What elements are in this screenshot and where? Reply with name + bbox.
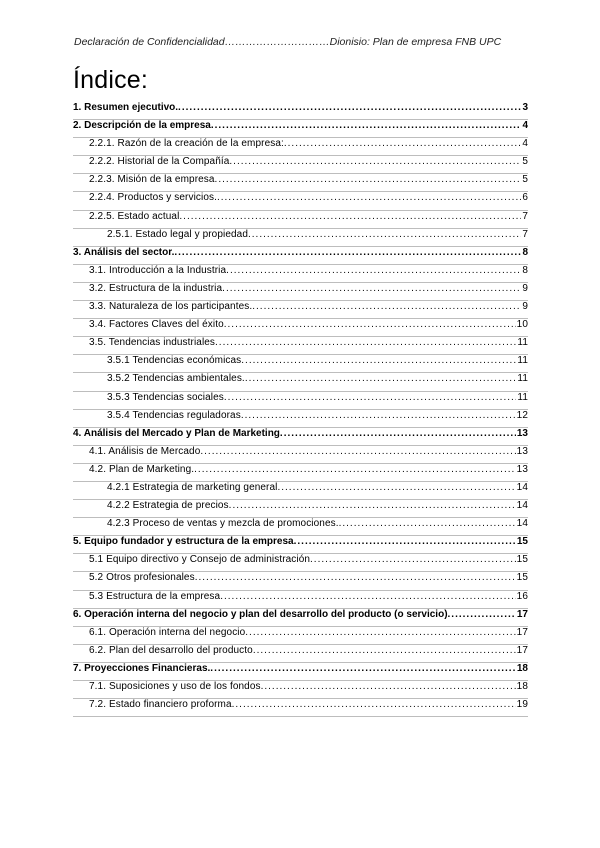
toc-entry[interactable]: [73, 609, 528, 627]
toc-entry-page-number: 14: [516, 481, 528, 493]
toc-entry[interactable]: [73, 518, 528, 536]
toc-entry-label: 2.2.3. Misión de la empresa: [89, 174, 215, 186]
page-header: [74, 36, 526, 48]
toc-entry[interactable]: [73, 283, 528, 301]
toc-entry-page-number: 17: [516, 626, 528, 638]
toc-dot-leader: [261, 681, 516, 692]
toc-entry[interactable]: [73, 464, 528, 482]
toc-entry-page-number: 10: [516, 319, 528, 331]
toc-entry[interactable]: [73, 681, 528, 699]
toc-entry-label: 5. Equipo fundador y estructura de la empresa: [73, 536, 294, 548]
toc-dot-leader: [277, 482, 515, 493]
toc-entry[interactable]: [73, 373, 528, 391]
toc-entry-label: 4.2. Plan de Marketing.: [89, 463, 195, 475]
toc-entry-label: 5.2 Otros profesionales: [89, 572, 195, 584]
toc-dot-leader: [224, 319, 516, 330]
toc-dot-leader: [211, 120, 522, 131]
toc-entry-label: 2.2.4. Productos y servicios.: [89, 192, 217, 204]
toc-dot-leader: [195, 572, 516, 583]
toc-dot-leader: [339, 518, 516, 529]
toc-entry[interactable]: [73, 645, 528, 663]
toc-entry-label: 3.5.2 Tendencias ambientales.: [107, 373, 245, 385]
toc-entry-page-number: 14: [516, 500, 528, 512]
toc-entry-page-number: 19: [516, 699, 528, 711]
toc-entry-page-number: 8: [522, 246, 528, 258]
toc-entry-page-number: 15: [516, 572, 528, 584]
toc-entry-label: 3.2. Estructura de la industria: [89, 282, 223, 294]
toc-entry[interactable]: [73, 500, 528, 518]
toc-entry[interactable]: [73, 572, 528, 590]
toc-dot-leader: [229, 156, 521, 167]
toc-dot-leader: [194, 464, 516, 475]
toc-entry[interactable]: [73, 247, 528, 265]
toc-entry-page-number: 11: [517, 391, 528, 403]
toc-dot-leader: [179, 211, 521, 222]
toc-entry[interactable]: [73, 301, 528, 319]
toc-entry-label: 6. Operación interna del negocio y plan del desarrollo del producto (o servicio): [73, 608, 448, 620]
toc-entry-label: 6.1. Operación interna del negocio: [89, 626, 246, 638]
toc-dot-leader: [224, 392, 517, 403]
toc-entry-page-number: 14: [516, 518, 528, 530]
toc-entry-page-number: 18: [516, 662, 528, 674]
toc-entry-label: 2.2.2. Historial de la Compañía: [89, 156, 230, 168]
toc-entry-page-number: 17: [516, 608, 528, 620]
toc-dot-leader: [220, 591, 515, 602]
table-of-contents: [73, 102, 528, 717]
toc-dot-leader: [241, 410, 516, 421]
toc-dot-leader: [174, 247, 521, 258]
toc-entry-label: 4.2.3 Proceso de ventas y mezcla de promociones.: [107, 518, 339, 530]
toc-entry-label: 2. Descripción de la empresa: [73, 120, 211, 132]
toc-dot-leader: [200, 446, 515, 457]
toc-entry-label: 3.5.1 Tendencias económicas: [107, 355, 242, 367]
toc-entry[interactable]: [73, 536, 528, 554]
toc-entry-label: 3.1. Introducción a la Industria: [89, 264, 227, 276]
toc-dot-leader: [229, 500, 516, 511]
toc-dot-leader: [310, 554, 516, 565]
toc-dot-leader: [215, 174, 522, 185]
toc-entry-label: 3.4. Factores Claves del éxito: [89, 319, 224, 331]
toc-entry[interactable]: [73, 482, 528, 500]
toc-dot-leader: [245, 627, 515, 638]
header-left-text: Declaración de Confidencialidad: [74, 36, 225, 48]
toc-dot-leader: [232, 699, 516, 710]
toc-dot-leader: [215, 337, 516, 348]
toc-entry-label: 4. Análisis del Mercado y Plan de Marketing: [73, 427, 280, 439]
toc-entry[interactable]: [73, 392, 528, 410]
toc-dot-leader: [217, 192, 521, 203]
toc-dot-leader: [210, 663, 516, 674]
toc-entry-page-number: 15: [516, 554, 528, 566]
toc-entry-page-number: 13: [516, 445, 528, 457]
toc-entry-label: 6.2. Plan del desarrollo del producto: [89, 644, 253, 656]
toc-entry[interactable]: [73, 174, 528, 192]
toc-entry[interactable]: [73, 192, 528, 210]
toc-entry-page-number: 13: [516, 463, 528, 475]
toc-entry-page-number: 7: [522, 210, 528, 222]
toc-entry-page-number: 9: [522, 282, 528, 294]
toc-entry-page-number: 4: [522, 120, 528, 132]
toc-entry[interactable]: [73, 211, 528, 229]
toc-entry-label: 2.2.5. Estado actual: [89, 210, 180, 222]
toc-entry-page-number: 4: [522, 138, 528, 150]
toc-entry-page-number: 11: [517, 337, 528, 349]
toc-entry-label: 5.3 Estructura de la empresa: [89, 590, 221, 602]
toc-entry-page-number: 18: [516, 681, 528, 692]
toc-dot-leader: [252, 301, 521, 312]
toc-entry-page-number: 8: [522, 264, 528, 276]
toc-entry-page-number: 7: [522, 228, 528, 240]
toc-entry-page-number: 13: [516, 427, 528, 439]
toc-entry[interactable]: [73, 428, 528, 446]
toc-entry-label: 4.2.1 Estrategia de marketing general: [107, 481, 278, 493]
toc-entry-label: 2.5.1. Estado legal y propiedad: [107, 228, 248, 240]
toc-dot-leader: [245, 373, 517, 384]
toc-dot-leader: [178, 102, 521, 113]
toc-entry-label: 7.2. Estado financiero proforma: [89, 699, 232, 711]
header-right-text: Dionisio: Plan de empresa FNB UPC: [329, 36, 502, 48]
toc-entry-label: 4.1. Análisis de Mercado: [89, 445, 201, 457]
toc-entry-label: 3.5.4 Tendencias reguladoras: [107, 409, 241, 421]
toc-entry[interactable]: [73, 663, 528, 681]
toc-entry[interactable]: [73, 138, 528, 156]
toc-entry[interactable]: [73, 410, 528, 428]
toc-entry-page-number: 6: [522, 192, 528, 204]
toc-entry-label: 1. Resumen ejecutivo.: [73, 102, 179, 113]
header-filler: …………………………: [224, 36, 330, 48]
toc-entry-label: 3.5. Tendencias industriales: [89, 337, 216, 349]
toc-dot-leader: [241, 355, 516, 366]
toc-entry[interactable]: [73, 319, 528, 337]
toc-entry-label: 7.1. Suposiciones y uso de los fondos: [89, 681, 261, 692]
toc-entry-label: 7. Proyecciones Financieras.: [73, 662, 211, 674]
toc-entry-page-number: 11: [517, 355, 528, 367]
toc-entry-page-number: 5: [522, 174, 528, 186]
toc-entry[interactable]: [73, 699, 528, 717]
toc-entry-label: 2.2.1. Razón de la creación de la empresa:: [89, 138, 284, 150]
toc-entry-page-number: 16: [516, 590, 528, 602]
toc-entry-page-number: 11: [517, 373, 528, 385]
toc-entry[interactable]: [73, 355, 528, 373]
page-title: Índice:: [73, 66, 149, 94]
toc-entry-label: 4.2.2 Estrategia de precios: [107, 500, 229, 512]
toc-entry[interactable]: [73, 102, 528, 120]
toc-dot-leader: [280, 428, 516, 439]
toc-entry[interactable]: [73, 446, 528, 464]
toc-entry-label: 3.5.3 Tendencias sociales: [107, 391, 224, 403]
toc-entry[interactable]: [73, 627, 528, 645]
toc-entry-page-number: 12: [516, 409, 528, 421]
toc-entry-page-number: 9: [522, 301, 528, 313]
toc-entry[interactable]: [73, 229, 528, 247]
toc-dot-leader: [253, 645, 516, 656]
toc-entry-page-number: 5: [522, 156, 528, 168]
toc-dot-leader: [222, 283, 521, 294]
toc-entry[interactable]: [73, 265, 528, 283]
toc-entry-label: 3. Análisis del sector.: [73, 246, 175, 258]
toc-dot-leader: [294, 536, 516, 547]
toc-dot-leader: [226, 265, 521, 276]
toc-entry-page-number: 17: [516, 644, 528, 656]
toc-dot-leader: [248, 229, 521, 240]
toc-entry-page-number: 15: [516, 536, 528, 548]
toc-entry[interactable]: [73, 554, 528, 572]
toc-entry-label: 3.3. Naturaleza de los participantes.: [89, 301, 253, 313]
toc-entry[interactable]: [73, 591, 528, 609]
toc-entry[interactable]: [73, 337, 528, 355]
toc-dot-leader: [448, 609, 516, 620]
toc-entry-label: 5.1 Equipo directivo y Consejo de administración: [89, 554, 311, 566]
toc-entry[interactable]: [73, 156, 528, 174]
toc-entry[interactable]: [73, 120, 528, 138]
toc-entry-page-number: 3: [522, 102, 528, 113]
toc-dot-leader: [284, 138, 521, 149]
